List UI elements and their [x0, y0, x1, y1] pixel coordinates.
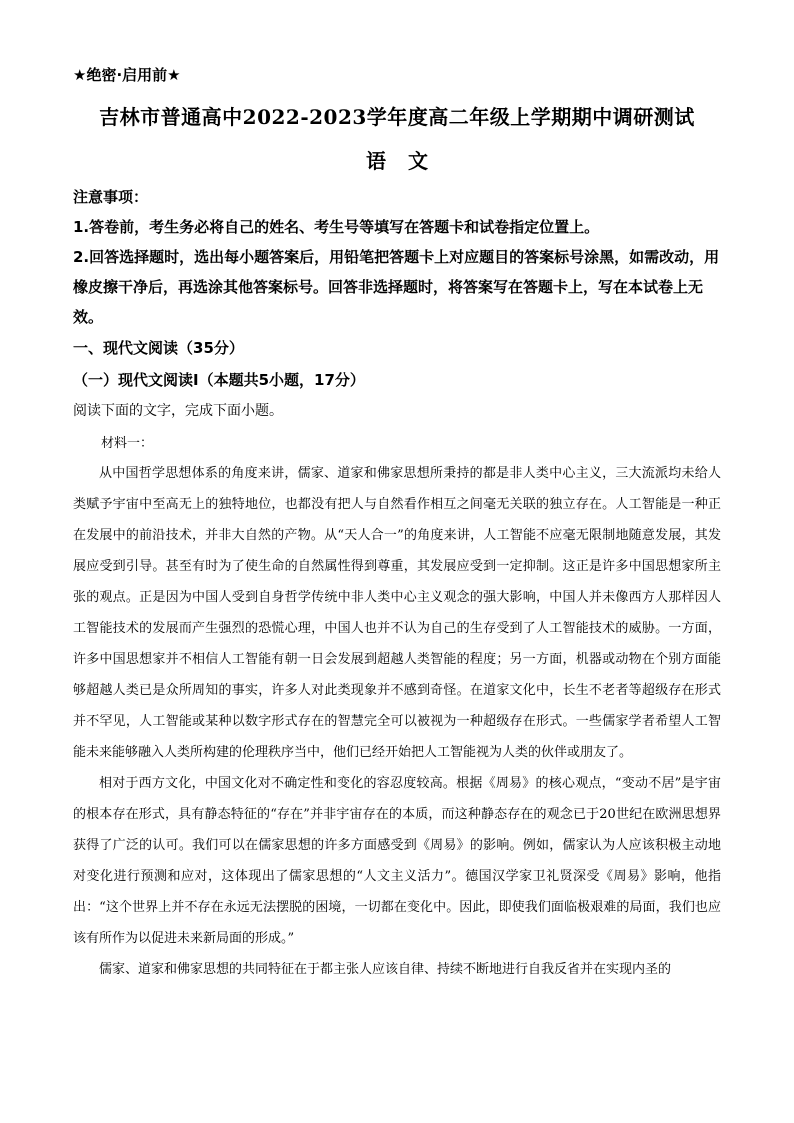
- notes-heading: 注意事项：: [73, 188, 149, 206]
- section-title: 一、现代文阅读（35分）: [73, 339, 244, 357]
- notes-item-2: 2.回答选择题时，选出每小题答案后，用铅笔把答题卡上对应题目的答案标号涂黑，如需改动，用橡皮擦干净后，再选涂其他答案标号。回答非选择题时，将答案写在答题卡上，写在本试卷上无效。: [73, 248, 720, 326]
- reading-passage: [73, 458, 721, 985]
- reading-instruction: 阅读下面的文字，完成下面小题。: [73, 403, 283, 419]
- subsection-title: （一）现代文阅读Ⅰ（本题共5小题，17分）: [73, 371, 365, 389]
- subject-title: 语文: [366, 149, 450, 173]
- passage-paragraph-3: 儒家、道家和佛家思想的共同特征在于都主张人应该自律、持续不断地进行自我反省并在实现内圣的: [99, 962, 672, 977]
- notes-item-1: 1.答卷前，考生务必将自己的姓名、考生号等填写在答题卡和试卷指定位置上。: [73, 218, 600, 236]
- material-label: 材料一：: [101, 436, 154, 451]
- confidential-mark: ★绝密·启用前★: [73, 66, 181, 84]
- exam-notes: [73, 182, 721, 332]
- passage-paragraph-2: 相对于西方文化，中国文化对不确定性和变化的容忍度较高。根据《周易》的核心观点，“变动不居”是宇宙的根本存在形式，具有静态特征的“存在”并非宇宙存在的本质，而这种静态存在的观念已于20世纪在欧洲思想界获得了广泛的认可。我们可以在儒家思想的许多方面感受到《周易》的影响。例如，儒家认为人应该积极主动地对变化进行预测和应对，这体现出了儒家思想的“人文主义活力”。德国汉学家卫礼贤深受《周易》影响，他指出：“这个世界上并不存在永远无法摆脱的困境，一切都在变化中。因此，即使我们面临极艰难的局面，我们也应该有所作为以促进未来新局面的形成。”: [73, 776, 721, 946]
- passage-paragraph-1: 从中国哲学思想体系的角度来讲，儒家、道家和佛家思想所秉持的都是非人类中心主义，三大流派均未给人类赋予宇宙中至高无上的独特地位，也都没有把人与自然看作相互之间毫无关联的独立存在。人工智能是一种正在发展中的前沿技术，并非大自然的产物。从“天人合一”的角度来讲，人工智能不应毫无限制地随意发展，其发展应受到引导。甚至有时为了使生命的自然属性得到尊重，其发展应受到一定抑制。这正是许多中国思想家所主张的观点。正是因为中国人受到自身哲学传统中非人类中心主义观念的强大影响，中国人并未像西方人那样因人工智能技术的发展而产生强烈的恐慌心理，中国人也并不认为自己的生存受到了人工智能技术的威胁。一方面，许多中国思想家并不相信人工智能有朝一日会发展到超越人类智能的程度；另一方面，机器或动物在个别方面能够超越人类已是众所周知的事实，许多人对此类现象并不感到奇怪。在道家文化中，长生不老者等超级存在形式并不罕见，人工智能或某种以数字形式存在的智慧完全可以被视为一种超级存在形式。一些儒家学者希望人工智能未来能够融入人类所构建的伦理秩序当中，他们已经开始把人工智能视为人类的伙伴或朋友了。: [73, 466, 721, 760]
- exam-title: 吉林市普通高中2022-2023学年度高二年级上学期期中调研测试: [99, 105, 695, 129]
